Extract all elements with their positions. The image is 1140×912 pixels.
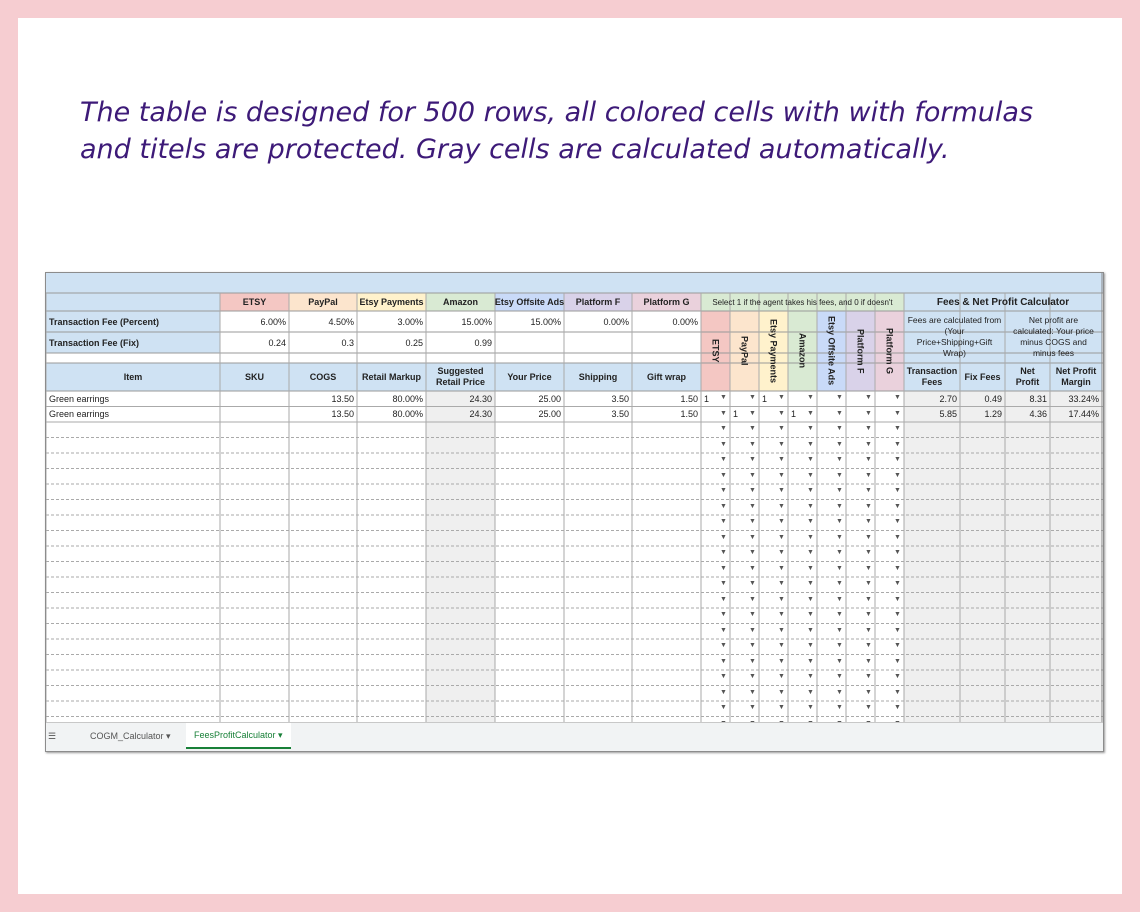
dropdown-arrow-icon[interactable]: ▼ bbox=[720, 518, 727, 525]
dropdown-arrow-icon[interactable]: ▼ bbox=[836, 533, 843, 541]
dropdown-arrow-icon[interactable]: ▼ bbox=[836, 642, 843, 649]
dropdown-arrow-icon[interactable]: ▼ bbox=[720, 394, 727, 401]
dropdown-arrow-icon[interactable]: ▼ bbox=[807, 580, 814, 587]
caption-line-2: and titels are protected. Gray cells are calculated automatically. bbox=[80, 134, 950, 165]
dropdown-arrow-icon[interactable]: ▼ bbox=[720, 409, 727, 417]
dropdown-arrow-icon[interactable]: ▼ bbox=[720, 456, 727, 463]
dropdown-arrow-icon[interactable]: ▼ bbox=[807, 487, 814, 494]
dropdown-arrow-icon[interactable]: ▼ bbox=[836, 595, 843, 603]
dropdown-arrow-icon[interactable]: ▼ bbox=[865, 425, 872, 432]
dropdown-arrow-icon[interactable]: ▼ bbox=[749, 673, 756, 680]
dropdown-arrow-icon[interactable]: ▼ bbox=[807, 456, 814, 463]
column-header[interactable]: Shipping bbox=[578, 371, 618, 382]
dropdown-arrow-icon[interactable]: ▼ bbox=[720, 673, 727, 680]
row-markup[interactable]: 80.00% bbox=[392, 409, 423, 420]
dropdown-arrow-icon[interactable]: ▼ bbox=[894, 642, 901, 649]
dropdown-arrow-icon[interactable]: ▼ bbox=[778, 642, 785, 649]
dropdown-arrow-icon[interactable]: ▼ bbox=[865, 673, 872, 680]
dropdown-arrow-icon[interactable]: ▼ bbox=[778, 673, 785, 680]
fee-fix-value[interactable]: 0.25 bbox=[405, 337, 423, 348]
dropdown-arrow-icon[interactable]: ▼ bbox=[865, 626, 872, 634]
row-fix_fees[interactable]: 0.49 bbox=[984, 393, 1002, 404]
dropdown-arrow-icon[interactable]: ▼ bbox=[807, 549, 814, 556]
platform-header[interactable]: Amazon bbox=[442, 297, 478, 307]
dropdown-arrow-icon[interactable]: ▼ bbox=[778, 657, 785, 665]
column-header[interactable]: Suggested Retail Price bbox=[435, 366, 486, 387]
dropdown-arrow-icon[interactable]: ▼ bbox=[865, 657, 872, 665]
platform-flag-header[interactable]: Amazon bbox=[797, 333, 808, 369]
dropdown-arrow-icon[interactable]: ▼ bbox=[749, 704, 756, 711]
dropdown-arrow-icon[interactable]: ▼ bbox=[720, 657, 727, 665]
row-tx_fees[interactable]: 5.85 bbox=[939, 409, 957, 420]
fee-fix-value[interactable] bbox=[564, 332, 632, 353]
dropdown-arrow-icon[interactable]: ▼ bbox=[720, 549, 727, 556]
dropdown-arrow-icon[interactable]: ▼ bbox=[807, 394, 814, 401]
dropdown-arrow-icon[interactable]: ▼ bbox=[749, 580, 756, 587]
platform-flag-header[interactable]: Etsy Offsite Ads bbox=[826, 316, 837, 386]
dropdown-arrow-icon[interactable]: ▼ bbox=[865, 456, 872, 463]
dropdown-arrow-icon[interactable]: ▼ bbox=[865, 533, 872, 541]
dropdown-arrow-icon[interactable]: ▼ bbox=[749, 533, 756, 541]
dropdown-arrow-icon[interactable]: ▼ bbox=[720, 704, 727, 711]
dropdown-arrow-icon[interactable]: ▼ bbox=[778, 580, 785, 587]
fee-fix-value[interactable] bbox=[632, 332, 701, 353]
sheet-tab-bar bbox=[46, 722, 1103, 752]
fee-fix-value[interactable]: 0.24 bbox=[268, 337, 286, 348]
dropdown-arrow-icon[interactable]: ▼ bbox=[720, 580, 727, 587]
dropdown-arrow-icon[interactable]: ▼ bbox=[836, 626, 843, 634]
dropdown-arrow-icon[interactable]: ▼ bbox=[720, 502, 727, 510]
flag-select[interactable]: 1 bbox=[704, 393, 710, 404]
dropdown-arrow-icon[interactable]: ▼ bbox=[778, 626, 785, 634]
dropdown-arrow-icon[interactable]: ▼ bbox=[778, 425, 785, 432]
tab-cogm-calculator[interactable]: COGM_Calculator ▾ bbox=[90, 730, 171, 741]
dropdown-arrow-icon[interactable]: ▼ bbox=[836, 518, 843, 525]
flag-select[interactable]: 1 bbox=[762, 393, 768, 404]
row-fix_fees[interactable]: 1.29 bbox=[984, 409, 1002, 420]
row-price[interactable]: 25.00 bbox=[538, 409, 561, 420]
column-header[interactable]: Transaction Fees bbox=[906, 366, 958, 387]
fees-header[interactable]: Fees & Net Profit Calculator bbox=[936, 296, 1070, 308]
dropdown-arrow-icon[interactable]: ▼ bbox=[749, 440, 756, 448]
dropdown-arrow-icon[interactable]: ▼ bbox=[894, 626, 901, 634]
dropdown-arrow-icon[interactable]: ▼ bbox=[836, 673, 843, 680]
dropdown-arrow-icon[interactable]: ▼ bbox=[865, 487, 872, 494]
dropdown-arrow-icon[interactable]: ▼ bbox=[894, 673, 901, 680]
dropdown-arrow-icon[interactable]: ▼ bbox=[865, 518, 872, 525]
dropdown-arrow-icon[interactable]: ▼ bbox=[836, 688, 843, 696]
dropdown-arrow-icon[interactable]: ▼ bbox=[807, 595, 814, 603]
dropdown-arrow-icon[interactable]: ▼ bbox=[720, 688, 727, 696]
row-gift[interactable]: 1.50 bbox=[680, 393, 698, 404]
dropdown-arrow-icon[interactable]: ▼ bbox=[807, 533, 814, 541]
dropdown-arrow-icon[interactable]: ▼ bbox=[778, 688, 785, 696]
dropdown-arrow-icon[interactable]: ▼ bbox=[749, 549, 756, 556]
row-markup[interactable]: 80.00% bbox=[392, 393, 423, 404]
tab-label: COGM_Calculator bbox=[90, 731, 164, 741]
dropdown-arrow-icon[interactable]: ▼ bbox=[749, 657, 756, 665]
row-cogs[interactable]: 13.50 bbox=[331, 409, 354, 420]
dropdown-arrow-icon[interactable]: ▼ bbox=[720, 642, 727, 649]
row-sku[interactable] bbox=[220, 407, 289, 423]
dropdown-arrow-icon[interactable]: ▼ bbox=[865, 564, 872, 572]
dropdown-arrow-icon[interactable]: ▼ bbox=[778, 456, 785, 463]
dropdown-arrow-icon[interactable]: ▼ bbox=[807, 642, 814, 649]
dropdown-arrow-icon[interactable]: ▼ bbox=[749, 688, 756, 696]
dropdown-arrow-icon[interactable]: ▼ bbox=[836, 549, 843, 556]
platform-header[interactable]: ETSY bbox=[242, 297, 267, 307]
dropdown-arrow-icon[interactable]: ▼ bbox=[836, 487, 843, 494]
dropdown-arrow-icon[interactable]: ▼ bbox=[749, 409, 756, 417]
column-header[interactable]: Net Profit bbox=[1015, 366, 1040, 387]
row-cogs[interactable]: 13.50 bbox=[331, 393, 354, 404]
column-header[interactable]: SKU bbox=[244, 371, 264, 382]
dropdown-arrow-icon[interactable]: ▼ bbox=[778, 440, 785, 448]
dropdown-arrow-icon[interactable]: ▼ bbox=[720, 595, 727, 603]
column-header[interactable]: Gift wrap bbox=[646, 371, 686, 382]
dropdown-arrow-icon[interactable]: ▼ bbox=[778, 704, 785, 711]
fees-note[interactable]: Fees are calculated from (Your Price+Shipping+Gift Wrap) bbox=[907, 315, 1002, 358]
dropdown-arrow-icon[interactable]: ▼ bbox=[720, 533, 727, 541]
sheet-title[interactable] bbox=[46, 273, 1102, 293]
dropdown-arrow-icon[interactable]: ▼ bbox=[894, 487, 901, 494]
row-margin[interactable]: 33.24% bbox=[1068, 393, 1099, 404]
dropdown-arrow-icon[interactable]: ▼ bbox=[894, 425, 901, 432]
flag-select[interactable]: 1 bbox=[733, 409, 739, 420]
dropdown-arrow-icon[interactable]: ▼ bbox=[720, 487, 727, 494]
spreadsheet[interactable] bbox=[45, 272, 1104, 752]
dropdown-arrow-icon[interactable]: ▼ bbox=[894, 549, 901, 556]
platform-header[interactable]: Etsy Offsite Ads bbox=[495, 297, 564, 307]
dropdown-arrow-icon[interactable]: ▼ bbox=[894, 595, 901, 603]
platform-flag-header[interactable]: Platform F bbox=[855, 328, 866, 374]
fee-percent-value[interactable]: 6.00% bbox=[260, 316, 286, 327]
dropdown-arrow-icon[interactable]: ▼ bbox=[807, 409, 814, 417]
tab-fees-profit-calculator[interactable]: FeesProfitCalculator ▾ bbox=[186, 723, 291, 749]
dropdown-arrow-icon[interactable]: ▼ bbox=[836, 704, 843, 711]
dropdown-arrow-icon[interactable]: ▼ bbox=[749, 456, 756, 463]
column-header[interactable]: Net Profit Margin bbox=[1055, 366, 1097, 387]
dropdown-arrow-icon[interactable]: ▼ bbox=[749, 425, 756, 432]
dropdown-arrow-icon[interactable]: ▼ bbox=[836, 580, 843, 587]
dropdown-arrow-icon[interactable]: ▼ bbox=[836, 425, 843, 432]
dropdown-arrow-icon[interactable]: ▼ bbox=[720, 611, 727, 618]
dropdown-arrow-icon[interactable]: ▼ bbox=[807, 657, 814, 665]
row-item[interactable]: Green earrings bbox=[49, 409, 110, 420]
caption bbox=[80, 94, 1080, 168]
dropdown-arrow-icon[interactable]: ▼ bbox=[894, 533, 901, 541]
tab-label: FeesProfitCalculator bbox=[194, 730, 276, 740]
dropdown-arrow-icon[interactable]: ▼ bbox=[865, 704, 872, 711]
dropdown-arrow-icon[interactable]: ▼ bbox=[720, 471, 727, 479]
dropdown-arrow-icon[interactable]: ▼ bbox=[894, 409, 901, 417]
dropdown-arrow-icon[interactable]: ▼ bbox=[778, 502, 785, 510]
dropdown-arrow-icon[interactable]: ▼ bbox=[778, 409, 785, 417]
dropdown-arrow-icon[interactable]: ▼ bbox=[836, 502, 843, 510]
fee-fix-value[interactable] bbox=[495, 332, 564, 353]
dropdown-arrow-icon[interactable]: ▼ bbox=[778, 471, 785, 479]
dropdown-arrow-icon[interactable]: ▼ bbox=[865, 440, 872, 448]
dropdown-arrow-icon[interactable]: ▼ bbox=[894, 471, 901, 479]
dropdown-arrow-icon[interactable]: ▼ bbox=[807, 688, 814, 696]
row-gift[interactable]: 1.50 bbox=[680, 409, 698, 420]
fee-fix-label[interactable]: Transaction Fee (Fix) bbox=[49, 337, 140, 348]
dropdown-arrow-icon[interactable]: ▼ bbox=[749, 564, 756, 572]
row-sku[interactable] bbox=[220, 391, 289, 407]
dropdown-arrow-icon[interactable]: ▼ bbox=[836, 471, 843, 479]
caption-line-1: The table is designed for 500 rows, all colored cells with with formulas bbox=[80, 97, 1034, 128]
dropdown-arrow-icon[interactable]: ▼ bbox=[865, 580, 872, 587]
dropdown-arrow-icon[interactable]: ▼ bbox=[836, 440, 843, 448]
platform-flag-header[interactable]: Platform G bbox=[884, 327, 895, 374]
dropdown-arrow-icon[interactable]: ▼ bbox=[749, 595, 756, 603]
flag-select[interactable]: 1 bbox=[791, 409, 797, 420]
dropdown-arrow-icon[interactable]: ▼ bbox=[894, 611, 901, 618]
fee-fix-value[interactable]: 0.3 bbox=[341, 337, 354, 348]
fee-percent-value[interactable]: 0.00% bbox=[672, 316, 698, 327]
column-header[interactable]: Item bbox=[123, 371, 143, 382]
dropdown-arrow-icon[interactable]: ▼ bbox=[865, 471, 872, 479]
dropdown-arrow-icon[interactable]: ▼ bbox=[865, 595, 872, 603]
dropdown-arrow-icon[interactable]: ▼ bbox=[778, 533, 785, 541]
dropdown-arrow-icon[interactable]: ▼ bbox=[865, 642, 872, 649]
select-note[interactable]: Select 1 if the agent takes his fees, and 0 if doesn't bbox=[712, 297, 893, 307]
row-suggested[interactable]: 24.30 bbox=[469, 393, 492, 404]
fee-percent-value[interactable]: 4.50% bbox=[328, 316, 354, 327]
dropdown-arrow-icon[interactable]: ▼ bbox=[807, 502, 814, 510]
dropdown-arrow-icon[interactable]: ▼ bbox=[865, 549, 872, 556]
platform-header[interactable]: PayPal bbox=[308, 297, 338, 307]
dropdown-arrow-icon[interactable]: ▼ bbox=[749, 518, 756, 525]
dropdown-arrow-icon[interactable]: ▼ bbox=[836, 394, 843, 401]
dropdown-arrow-icon[interactable]: ▼ bbox=[894, 564, 901, 572]
platform-header[interactable]: Platform G bbox=[643, 297, 690, 307]
dropdown-arrow-icon[interactable]: ▼ bbox=[894, 440, 901, 448]
dropdown-arrow-icon[interactable]: ▼ bbox=[749, 487, 756, 494]
dropdown-arrow-icon[interactable]: ▼ bbox=[720, 425, 727, 432]
dropdown-arrow-icon[interactable]: ▼ bbox=[894, 704, 901, 711]
row-tx_fees[interactable]: 2.70 bbox=[939, 393, 957, 404]
platform-flag-header[interactable]: ETSY bbox=[710, 339, 721, 363]
row-shipping[interactable]: 3.50 bbox=[611, 409, 629, 420]
column-header[interactable]: Retail Markup bbox=[361, 371, 421, 382]
fee-percent-value[interactable]: 0.00% bbox=[603, 316, 629, 327]
dropdown-arrow-icon[interactable]: ▼ bbox=[749, 502, 756, 510]
dropdown-arrow-icon[interactable]: ▼ bbox=[836, 409, 843, 417]
dropdown-arrow-icon[interactable]: ▼ bbox=[807, 518, 814, 525]
dropdown-arrow-icon[interactable]: ▼ bbox=[778, 611, 785, 618]
fee-percent-value[interactable]: 15.00% bbox=[530, 316, 561, 327]
dropdown-arrow-icon[interactable]: ▼ bbox=[807, 611, 814, 618]
platform-flag-header[interactable]: PayPal bbox=[739, 336, 750, 366]
dropdown-arrow-icon[interactable]: ▼ bbox=[894, 502, 901, 510]
dropdown-arrow-icon[interactable]: ▼ bbox=[778, 549, 785, 556]
dropdown-arrow-icon[interactable]: ▼ bbox=[865, 688, 872, 696]
sheets-list-icon[interactable]: ☰ bbox=[48, 730, 57, 741]
dropdown-arrow-icon[interactable]: ▼ bbox=[807, 626, 814, 634]
row-net_profit[interactable]: 8.31 bbox=[1029, 393, 1047, 404]
dropdown-arrow-icon[interactable]: ▼ bbox=[778, 487, 785, 494]
fee-percent-value[interactable]: 3.00% bbox=[397, 316, 423, 327]
dropdown-arrow-icon[interactable]: ▼ bbox=[720, 564, 727, 572]
row-shipping[interactable]: 3.50 bbox=[611, 393, 629, 404]
dropdown-arrow-icon[interactable]: ▼ bbox=[894, 657, 901, 665]
dropdown-arrow-icon[interactable]: ▼ bbox=[836, 657, 843, 665]
dropdown-arrow-icon[interactable]: ▼ bbox=[749, 394, 756, 401]
platform-header[interactable]: Etsy Payments bbox=[359, 297, 424, 307]
dropdown-arrow-icon[interactable]: ▼ bbox=[807, 425, 814, 432]
dropdown-arrow-icon[interactable]: ▼ bbox=[894, 456, 901, 463]
row-suggested[interactable]: 24.30 bbox=[469, 409, 492, 420]
dropdown-arrow-icon[interactable]: ▼ bbox=[865, 409, 872, 417]
dropdown-arrow-icon[interactable]: ▼ bbox=[865, 502, 872, 510]
column-header[interactable]: Your Price bbox=[507, 371, 552, 382]
dropdown-arrow-icon[interactable]: ▼ bbox=[720, 626, 727, 634]
dropdown-arrow-icon[interactable]: ▼ bbox=[836, 456, 843, 463]
dropdown-arrow-icon[interactable]: ▼ bbox=[865, 394, 872, 401]
row-price[interactable]: 25.00 bbox=[538, 393, 561, 404]
dropdown-arrow-icon[interactable]: ▼ bbox=[894, 394, 901, 401]
dropdown-arrow-icon[interactable]: ▼ bbox=[749, 626, 756, 634]
dropdown-arrow-icon[interactable]: ▼ bbox=[778, 564, 785, 572]
dropdown-arrow-icon[interactable]: ▼ bbox=[807, 564, 814, 572]
dropdown-arrow-icon[interactable]: ▼ bbox=[807, 704, 814, 711]
dropdown-arrow-icon[interactable]: ▼ bbox=[894, 580, 901, 587]
dropdown-arrow-icon[interactable]: ▼ bbox=[749, 611, 756, 618]
dropdown-arrow-icon[interactable]: ▼ bbox=[778, 595, 785, 603]
dropdown-arrow-icon[interactable]: ▼ bbox=[720, 440, 727, 448]
dropdown-arrow-icon[interactable]: ▼ bbox=[865, 611, 872, 618]
agents-label[interactable] bbox=[46, 293, 220, 311]
fee-fix-value[interactable]: 0.99 bbox=[474, 337, 492, 348]
dropdown-arrow-icon[interactable]: ▼ bbox=[807, 673, 814, 680]
platform-flag-header[interactable]: Etsy Payments bbox=[768, 318, 779, 384]
column-header[interactable]: COGS bbox=[309, 371, 337, 382]
fee-percent-value[interactable]: 15.00% bbox=[461, 316, 492, 327]
dropdown-arrow-icon[interactable]: ▼ bbox=[894, 688, 901, 696]
profit-note[interactable]: Net profit are calculated: Your price minus COGS and minus fees bbox=[1013, 315, 1094, 358]
column-header[interactable]: Fix Fees bbox=[964, 371, 1001, 382]
row-net_profit[interactable]: 4.36 bbox=[1029, 409, 1047, 420]
platform-header[interactable]: Platform F bbox=[575, 297, 621, 307]
dropdown-arrow-icon[interactable]: ▼ bbox=[836, 611, 843, 618]
fee-percent-label[interactable]: Transaction Fee (Percent) bbox=[49, 316, 160, 327]
row-item[interactable]: Green earrings bbox=[49, 393, 110, 404]
dropdown-arrow-icon[interactable]: ▼ bbox=[749, 471, 756, 479]
dropdown-arrow-icon[interactable]: ▼ bbox=[749, 642, 756, 649]
dropdown-arrow-icon[interactable]: ▼ bbox=[836, 564, 843, 572]
dropdown-arrow-icon[interactable]: ▼ bbox=[778, 518, 785, 525]
dropdown-arrow-icon[interactable]: ▼ bbox=[807, 440, 814, 448]
row-margin[interactable]: 17.44% bbox=[1068, 409, 1099, 420]
dropdown-arrow-icon[interactable]: ▼ bbox=[778, 394, 785, 401]
dropdown-arrow-icon[interactable]: ▼ bbox=[807, 471, 814, 479]
dropdown-arrow-icon[interactable]: ▼ bbox=[894, 518, 901, 525]
